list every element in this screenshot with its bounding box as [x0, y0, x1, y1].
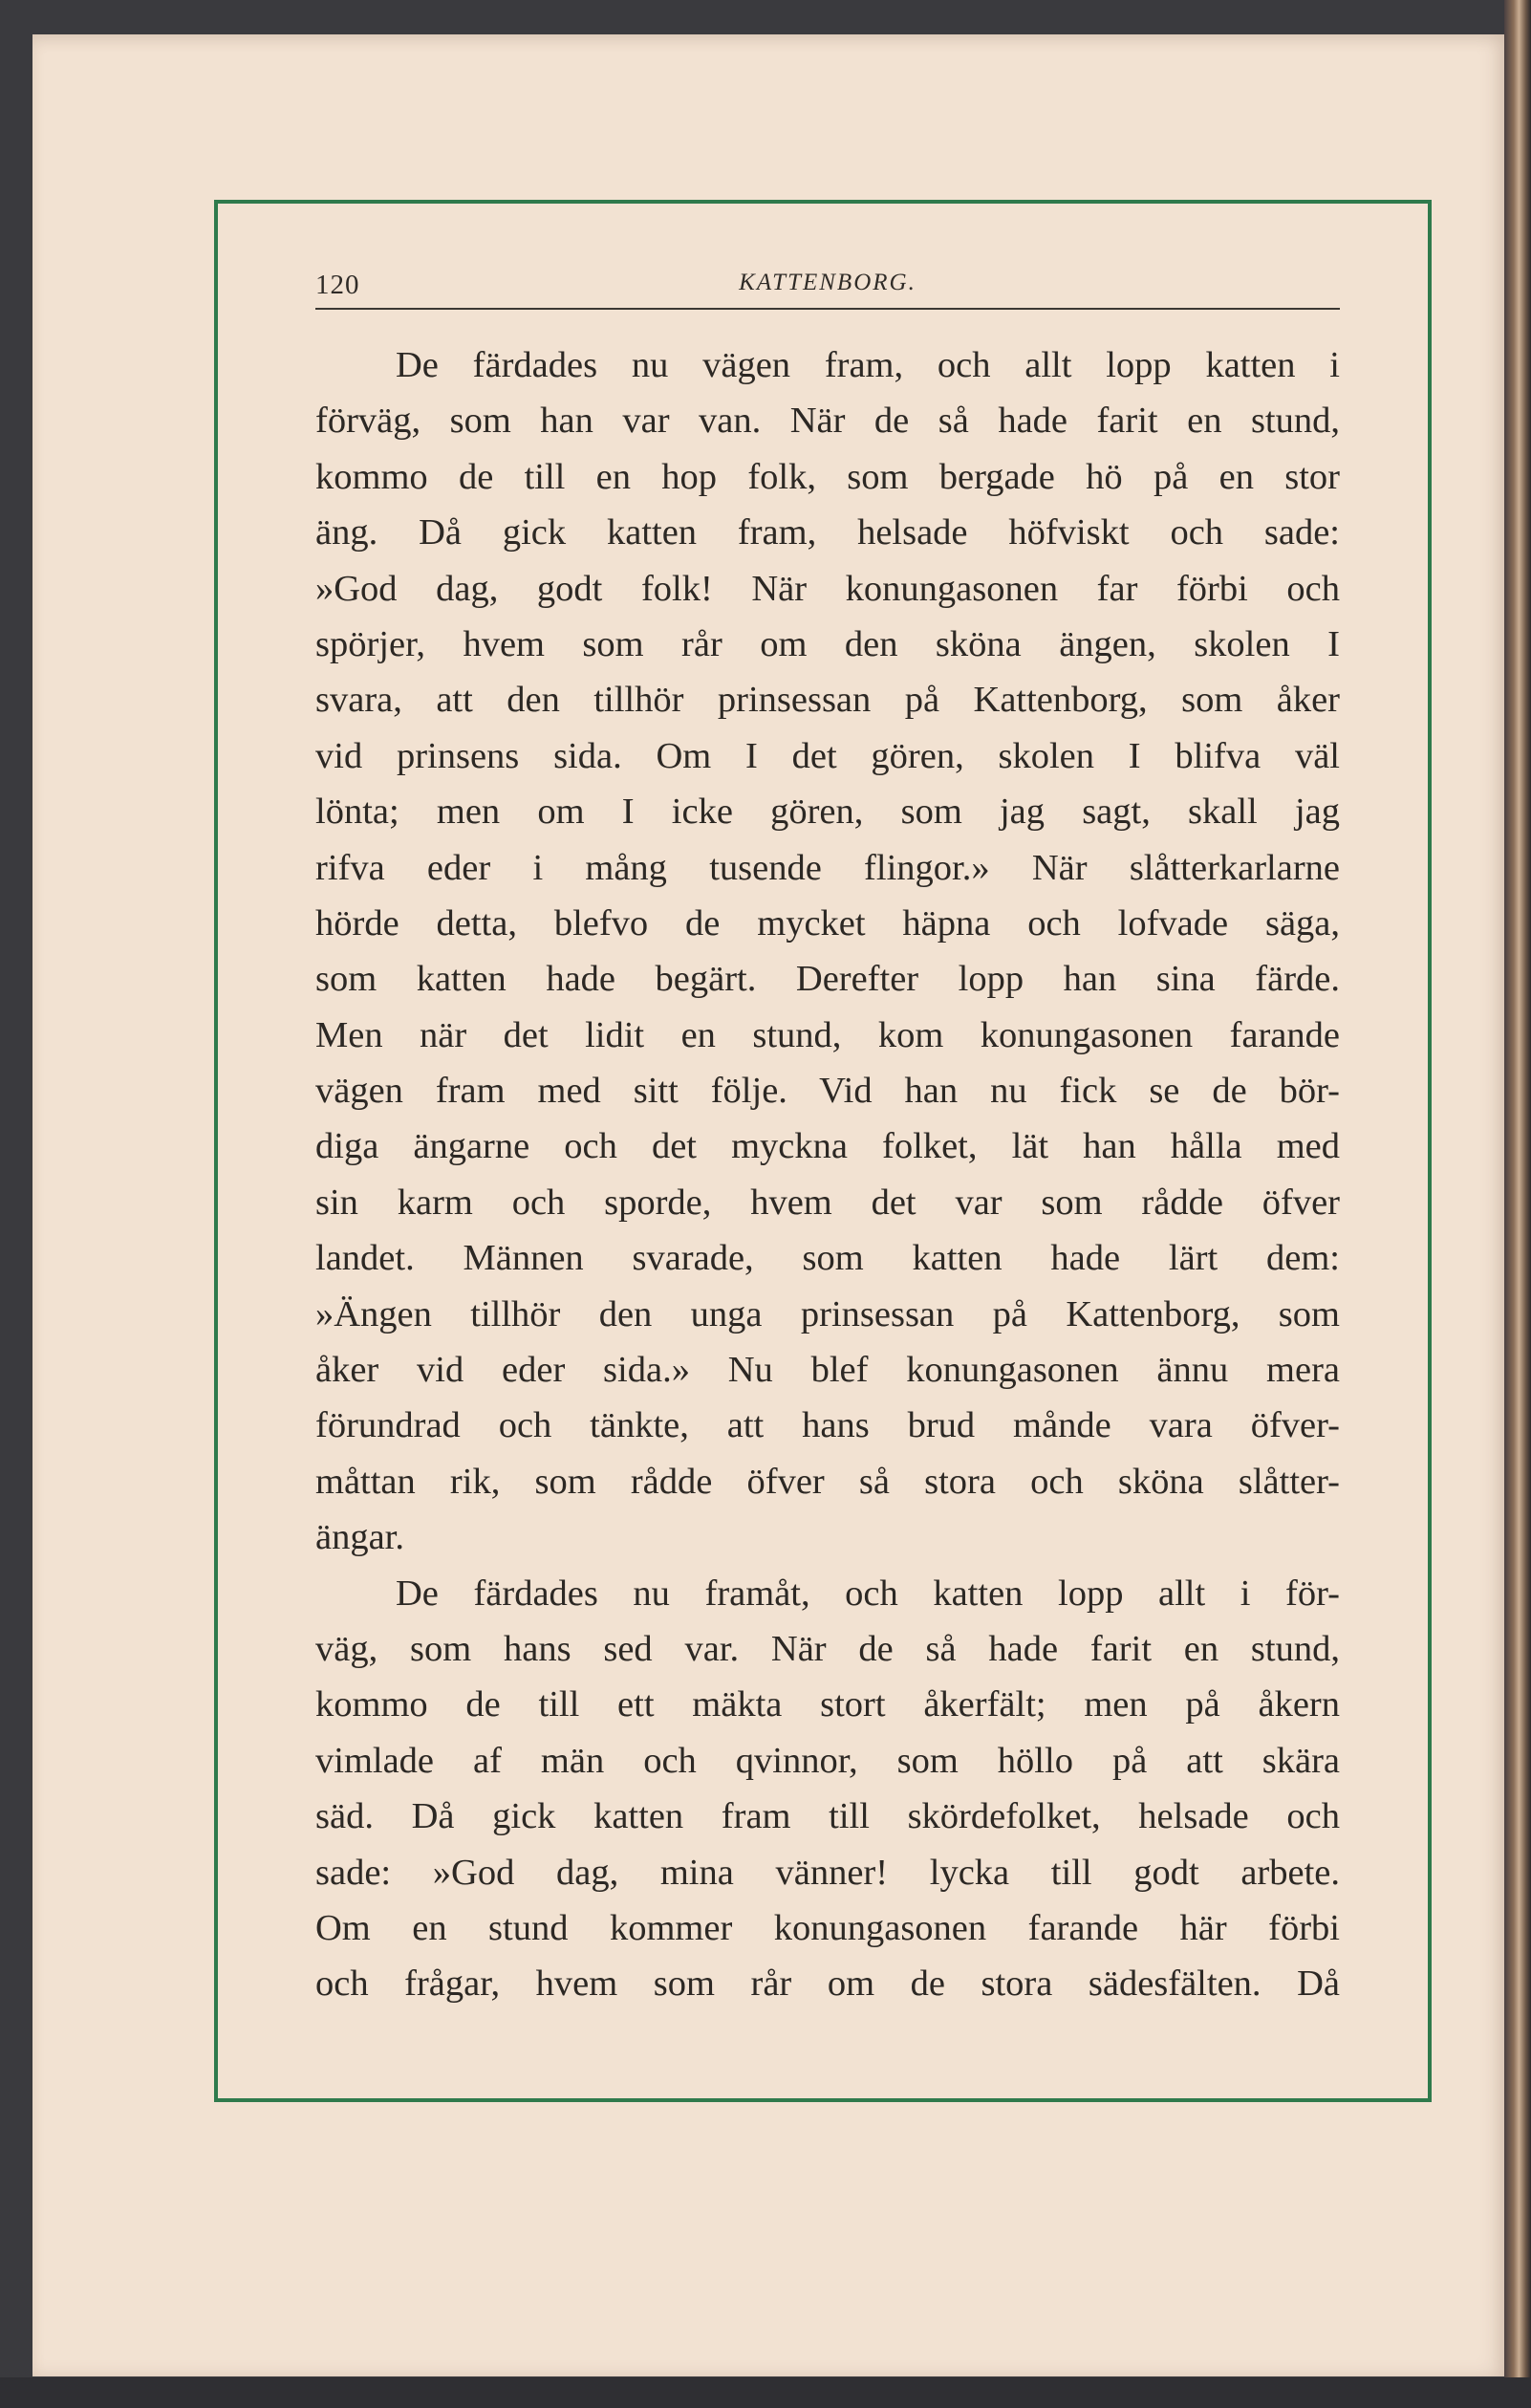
text-line: äng. Då gick katten fram, helsade höfviskt och sade: [315, 512, 1340, 553]
text-line: vid prinsens sida. Om I det gören, skolen I blifva väl [315, 735, 1340, 776]
text-line: åker vid eder sida.» Nu blef konungasonen ännu mera [315, 1350, 1340, 1391]
text-line: vimlade af män och qvinnor, som höllo på att skära [315, 1740, 1340, 1781]
scan-bottom-edge [0, 2377, 1531, 2408]
text-line: säd. Då gick katten fram till skördefolket, helsade och [315, 1796, 1340, 1837]
text-line: ängar. [315, 1517, 404, 1558]
text-line: svara, att den tillhör prinsessan på Kattenborg, som åker [315, 680, 1340, 721]
text-line: kommo de till ett mäkta stort åkerfält; men på åkern [315, 1684, 1340, 1725]
text-line: förundrad och tänkte, att hans brud månde vara öfver- [315, 1405, 1340, 1446]
text-line: hörde detta, blefvo de mycket häpna och lofvade säga, [315, 902, 1340, 944]
text-line: De färdades nu vägen fram, och allt lopp katten i [396, 345, 1340, 385]
text-line: lönta; men om I icke gören, som jag sagt, skall jag [315, 792, 1340, 833]
body-text [315, 337, 1340, 2012]
text-line: förväg, som han var van. När de så hade farit en stund, [315, 401, 1340, 442]
text-line: vägen fram med sitt följe. Vid han nu fick se de bör- [315, 1071, 1340, 1112]
text-line: »Ängen tillhör den unga prinsessan på Kattenborg, som [315, 1293, 1340, 1334]
running-title: KATTENBORG. [739, 270, 916, 295]
text-line: sade: »God dag, mina vänner! lycka till godt arbete. [315, 1852, 1340, 1893]
text-line: rifva eder i mång tusende flingor.» När slåtterkarlarne [315, 847, 1340, 888]
text-line: kommo de till en hop folk, som bergade hö på en stor [315, 456, 1340, 497]
book-spine-edge [1504, 0, 1531, 2408]
text-line: spörjer, hvem som rår om den sköna ängen, skolen I [315, 623, 1340, 664]
text-line: som katten hade begärt. Derefter lopp han sina färde. [315, 959, 1340, 1000]
text-line: landet. Männen svarade, som katten hade lärt dem: [315, 1238, 1340, 1279]
page-number: 120 [315, 270, 360, 300]
text-line: De färdades nu framåt, och katten lopp allt i för- [396, 1573, 1340, 1614]
text-line: och frågar, hvem som rår om de stora sädesfälten. Då [315, 1963, 1340, 2005]
text-line: »God dag, godt folk! När konungasonen far förbi och [315, 568, 1340, 609]
text-line: väg, som hans sed var. När de så hade farit en stund, [315, 1628, 1340, 1669]
text-line: måttan rik, som rådde öfver så stora och sköna slåtter- [315, 1461, 1340, 1502]
running-head [315, 256, 1340, 310]
text-line: sin karm och sporde, hvem det var som rådde öfver [315, 1182, 1340, 1223]
text-line: Om en stund kommer konungasonen farande här förbi [315, 1907, 1340, 1948]
text-line: Men när det lidit en stund, kom konungasonen farande [315, 1014, 1340, 1055]
text-line: diga ängarne och det myckna folket, lät han hålla med [315, 1126, 1340, 1167]
